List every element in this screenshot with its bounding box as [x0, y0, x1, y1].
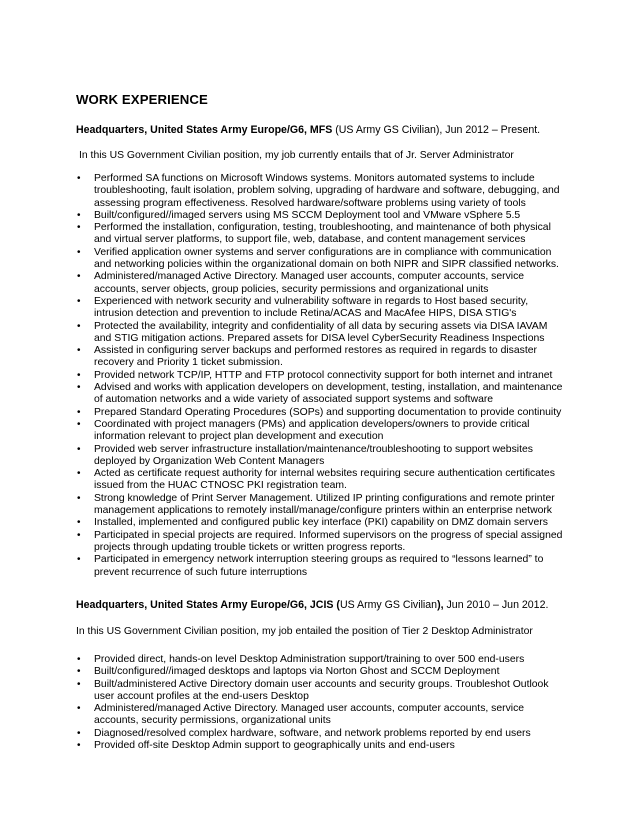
- list-item: [76, 530, 566, 555]
- list-item: [76, 703, 566, 728]
- bullet-dot-icon: •: [77, 554, 81, 566]
- bullet-dot-icon: •: [77, 703, 81, 715]
- bullet-text: Diagnosed/resolved complex hardware, software, and network problems reported by end users: [94, 727, 531, 739]
- list-item: [76, 271, 566, 296]
- list-item: [76, 419, 566, 444]
- bullet-text: Installed, implemented and configured public key interface (PKI) capability on DMZ domain servers: [94, 517, 548, 529]
- list-item: [76, 173, 566, 210]
- list-item: [76, 345, 566, 370]
- bullet-text: Participated in emergency network interruption steering groups as required to “lessons learned” to prevent recurrence of such future interruptions: [94, 554, 544, 578]
- bullet-dot-icon: •: [77, 382, 81, 394]
- bullet-text: Acted as certificate request authority for internal websites requiring secure authentication certificates issued from the HUAC CTNOSC PKI registration team.: [94, 468, 555, 492]
- list-item: [76, 493, 566, 518]
- bullet-text: Administered/managed Active Directory. Managed user accounts, computer accounts, service accounts, server objects, group policies, security permissions and organizational units: [94, 271, 525, 295]
- bullet-dot-icon: •: [77, 727, 81, 739]
- bullet-text: Performed SA functions on Microsoft Windows systems. Monitors automated systems to include troubleshooting, fault isolation, problem solving, upgrading of hardware and software, debugging, and assessing program effectiveness. Resolved hardware/software problems using variety of tools: [94, 173, 560, 209]
- bullet-text: Provided off-site Desktop Admin support to geographically units and end-users: [94, 740, 455, 752]
- list-item: [76, 517, 566, 529]
- job1-responsibilities-list: [76, 173, 566, 579]
- list-item: [76, 247, 566, 272]
- bullet-dot-icon: •: [77, 654, 81, 665]
- list-item: [76, 654, 566, 666]
- bullet-dot-icon: •: [77, 173, 81, 184]
- bullet-text: Provided web server infrastructure installation/maintenance/troubleshooting to support websites deployed by Organization Web Content Managers: [94, 443, 533, 467]
- list-item: [76, 321, 566, 346]
- bullet-text: Protected the availability, integrity and confidentiality of all data by securing assets via DISA IAVAM and STIG mitigation actions. Prepared assets for DISA level CyberSecurity Readiness Inspections: [94, 320, 548, 344]
- bullet-dot-icon: •: [77, 678, 81, 690]
- bullet-dot-icon: •: [77, 666, 81, 678]
- job2-dates: Jun 2010 – Jun 2012.: [443, 599, 549, 611]
- list-item: [76, 222, 566, 247]
- bullet-dot-icon: •: [77, 246, 81, 258]
- bullet-dot-icon: •: [77, 443, 81, 455]
- bullet-dot-icon: •: [77, 271, 81, 283]
- bullet-dot-icon: •: [77, 517, 81, 529]
- list-item: [76, 370, 566, 382]
- job1-organization: Headquarters, United States Army Europe/G6, MFS: [76, 124, 333, 136]
- job2-responsibilities-list: [76, 654, 566, 752]
- bullet-text: Built/configured//imaged servers using MS SCCM Deployment tool and VMware vSphere 5.5: [94, 209, 521, 221]
- list-item: [76, 382, 566, 407]
- job2-intro: In this US Government Civilian position, my job entailed the position of Tier 2 Desktop Administrator: [76, 626, 533, 637]
- bullet-dot-icon: •: [77, 492, 81, 504]
- job2-details: US Army GS Civilian: [339, 599, 438, 611]
- bullet-text: Built/administered Active Directory domain user accounts and security groups. Troubleshot Outlook user account profiles at the end-users Desktop: [94, 678, 549, 702]
- bullet-dot-icon: •: [77, 345, 81, 357]
- bullet-text: Advised and works with application developers on development, testing, installation, and maintenance of automation networks and a wide variety of associated support systems and software: [94, 382, 563, 406]
- bullet-dot-icon: •: [77, 222, 81, 234]
- bullet-text: Provided network TCP/IP, HTTP and FTP protocol connectivity support for both internet and intranet: [94, 369, 553, 381]
- list-item: [76, 210, 566, 222]
- job1-header: [76, 124, 540, 137]
- bullet-text: Strong knowledge of Print Server Management. Utilized IP printing configurations and remote printer management applications to remotely install/manage/configure printers within an enterprise network: [94, 492, 555, 517]
- bullet-dot-icon: •: [77, 369, 81, 381]
- bullet-dot-icon: •: [77, 406, 81, 418]
- list-item: [76, 728, 566, 740]
- bullet-text: Prepared Standard Operating Procedures (SOPs) and supporting documentation to provide continuity: [94, 406, 562, 418]
- list-item: [76, 407, 566, 419]
- job2-header: [76, 599, 548, 612]
- list-item: [76, 444, 566, 469]
- list-item: [76, 740, 566, 752]
- bullet-text: Verified application owner systems and server configurations are in compliance with communication and networking policies within the organizational domain on both NIPR and SIPR classified networks.: [94, 246, 559, 271]
- job2-details-close: ),: [437, 599, 444, 611]
- bullet-dot-icon: •: [77, 468, 81, 480]
- job1-intro: In this US Government Civilian position, my job currently entails that of Jr. Server Administrator: [79, 150, 514, 161]
- bullet-dot-icon: •: [77, 320, 81, 332]
- bullet-text: Performed the installation, configuration, testing, troubleshooting, and maintenance of both physical and virtual server platforms, to support file, web, database, and content management services: [94, 222, 551, 246]
- bullet-dot-icon: •: [77, 295, 81, 307]
- job1-details: (US Army GS Civilian), Jun 2012 – Present.: [332, 124, 541, 136]
- bullet-text: Assisted in configuring server backups and performed restores as required in regards to disaster recovery and Priority 1 ticket submission.: [94, 345, 537, 369]
- list-item: [76, 679, 566, 704]
- list-item: [76, 296, 566, 321]
- bullet-text: Administered/managed Active Directory. Managed user accounts, computer accounts, service accounts, security permissions, organizational units: [94, 703, 525, 727]
- bullet-text: Participated in special projects are required. Informed supervisors on the progress of special assigned projects through updating trouble tickets or written progress reports.: [94, 529, 563, 553]
- bullet-text: Experienced with network security and vulnerability software in regards to Host based security, intrusion detection and prevention to include Retina/ACAS and MacAfee HIPS, DISA STIG's: [94, 295, 529, 320]
- section-title-work-experience: WORK EXPERIENCE: [76, 92, 208, 107]
- list-item: [76, 554, 566, 579]
- bullet-dot-icon: •: [77, 529, 81, 541]
- list-item: [76, 666, 566, 678]
- list-item: [76, 468, 566, 493]
- bullet-text: Provided direct, hands-on level Desktop Administration support/training to over 500 end-users: [94, 654, 525, 665]
- job2-organization: Headquarters, United States Army Europe/G6, JCIS (: [76, 599, 340, 611]
- bullet-text: Built/configured//imaged desktops and laptops via Norton Ghost and SCCM Deployment: [94, 666, 500, 678]
- bullet-dot-icon: •: [77, 740, 81, 752]
- bullet-dot-icon: •: [77, 418, 81, 430]
- bullet-dot-icon: •: [77, 209, 81, 221]
- bullet-text: Coordinated with project managers (PMs) and application developers/owners to provide critical information relevant to project plan development and execution: [94, 418, 530, 443]
